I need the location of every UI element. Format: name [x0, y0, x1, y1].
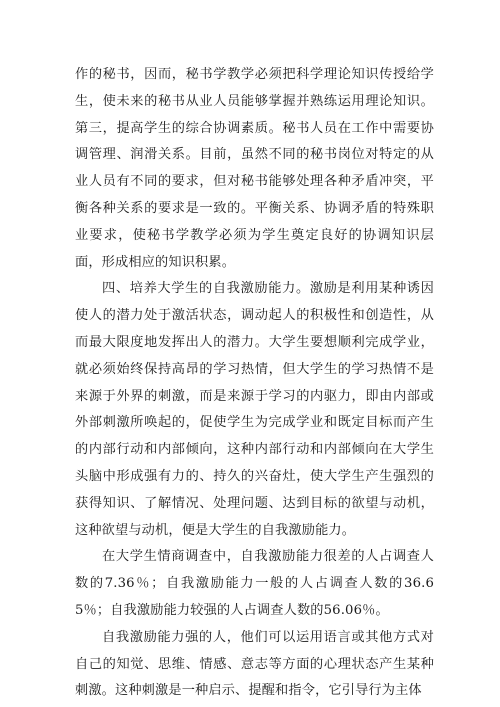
paragraph-2: 四、培养大学生的自我激励能力。激励是利用某种诱因使人的潜力处于激活状态，调动起人的积极性和创造性，从而最大限度地发挥出人的潜力。大学生要想顺利完成学业，就必须始终保持高昂的学习热情，但大学生的学习热情不是来源于外界的刺激，而是来源于学习的内驱力，即由内部或外部刺激所唤起的，促使学生为完成学业和既定目标而产生的内部行动和内部倾向，这种内部行动和内部倾向在大学生头脑中形成强有力的、持久的兴奋灶，使大学生产生强烈的获得知识、了解情况、处理问题、达到目标的欲望与动机，这种欲望与动机，便是大学生的自我激励能力。	[75, 281, 434, 538]
paragraph-3: 在大学生情商调查中，自我激励能力很差的人占调查人数的7.36％；自我激励能力一般的人占调查人数的36.65％；自我激励能力较强的人占调查人数的56.06％。	[75, 549, 434, 618]
paragraph-1: 作的秘书，因而，秘书学教学必须把科学理论知识传授给学生，使未来的秘书从业人员能够掌握并熟练运用理论知识。第三，提高学生的综合协调素质。秘书人员在工作中需要协调管理、润滑关系。目前，虽然不同的秘书岗位对特定的从业人员有不同的要求，但对秘书能够处理各种矛盾冲突，平衡各种关系的要求是一致的。平衡关系、协调矛盾的特殊职业要求，使秘书学教学必须为学生奠定良好的协调知识层面，形成相应的知识积累。	[75, 67, 434, 270]
paragraph-4: 自我激励能力强的人，他们可以运用语言或其他方式对自己的知觉、思维、情感、意志等方面的心理状态产生某种刺激。这种刺激是一种启示、提醒和指令，它引导行为主体	[75, 629, 434, 699]
